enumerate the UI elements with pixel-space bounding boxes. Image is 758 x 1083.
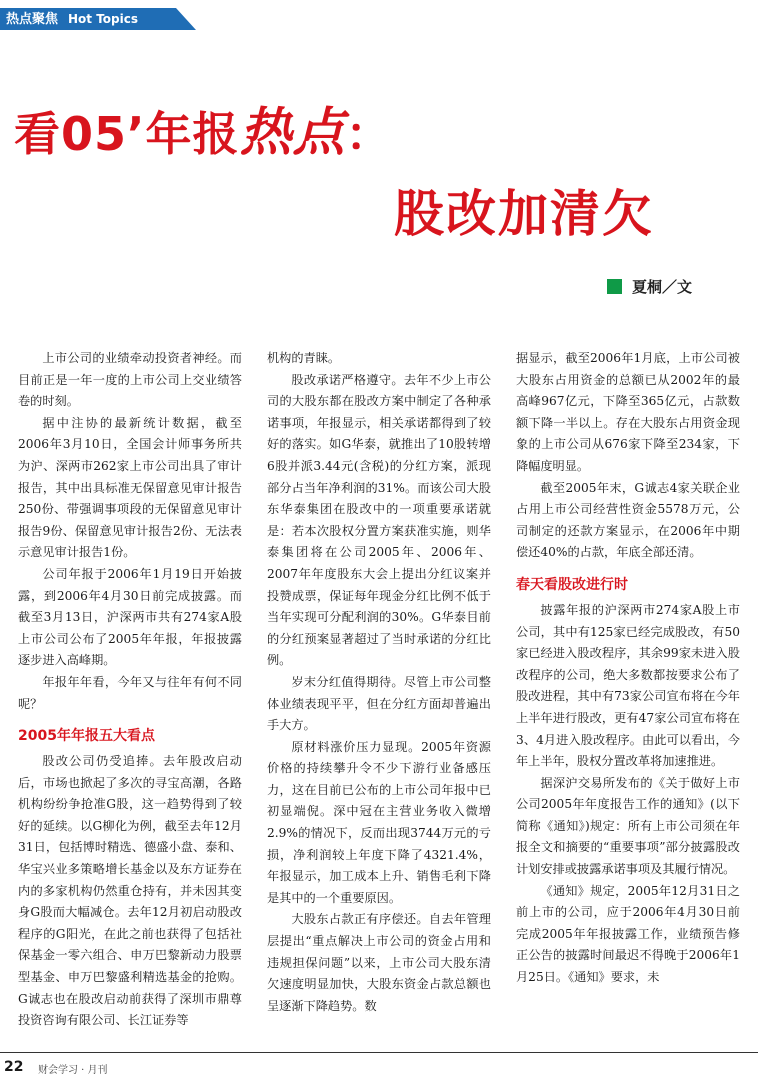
headline-colon: ： <box>345 107 393 161</box>
banner-en: Hot Topics <box>68 12 139 26</box>
paragraph: 原材料涨价压力显现。2005年资源价格的持续攀升令不少下游行业备感压力，这在目前已公布的上市公司年报中已初显端倪。深中冠在主营业务收入微增2.9%的情况下，反而出现3744万元的亏损，净利润较上年度下降了4321.4%，年报显示，加工成本上升、销售毛利下降是其中的一个重要原因。 <box>267 739 491 905</box>
paragraph: 年报年年看，今年又与往年有何不同呢？ <box>18 674 242 711</box>
section-heading: 春天看股改进行时 <box>516 576 628 593</box>
paragraph: 股改公司仍受追捧。去年股改启动后，市场也掀起了多次的寻宝高潮，各路机构纷纷争抢准G股，这一趋势得到了较好的延续。以G柳化为例，截至去年12月31日，包括博时精选、德盛小盘、泰和、华宝兴业多策略增长基金以及东方证券在内的多家机构仍然重仓持有，并未因其变身G股而大幅减仓。去年12月初启动股改程序的G阳光，在此之前也获得了包括社保基金一零六组合、申万巴黎新动力股票型基金、申万巴黎盛利精选基金的抢购。G诚志也在股改启动前获得了深圳市鼎尊投资咨询有限公司、长江证券等 <box>18 754 242 1028</box>
byline-author: 夏桐／文 <box>631 278 692 296</box>
page-number: 22 <box>4 1059 24 1075</box>
banner-label <box>6 10 138 28</box>
page-footer <box>0 1052 758 1083</box>
byline <box>607 277 692 297</box>
paragraph: 机构的青睐。 <box>267 351 341 365</box>
section-heading: 2005年年报五大看点 <box>18 728 155 745</box>
green-square-icon <box>607 279 622 294</box>
paragraph: 大股东占款正有序偿还。自去年管理层提出“重点解决上市公司的资金占用和违规担保问题”以来，上市公司大股东清欠速度明显加快，大股东资金占款总额也呈逐渐下降趋势。数 <box>267 912 491 1013</box>
paragraph: 披露年报的沪深两市274家A股上市公司，其中有125家已经完成股改，有50家已经进入股改程序，其余99家未进入股改程序的公司，绝大多数都按要求公布了股改进程，其中有73家公司宣布将在今年上半年进行股改，更有47家公司宣布将在3、4月进入股改程序。由此可以看出，今年上半年，股权分置改革将加速推进。 <box>516 602 740 769</box>
paragraph: 股改承诺严格遵守。去年不少上市公司的大股东都在股改方案中制定了各种承诺事项，年报显示，相关承诺都得到了较好的落实。如G华泰，就推出了10股转增6股并派3.44元(含税)的分红方案，派现部分占当年净利润的31%。而该公司大股东华泰集团在股改中的一项重要承诺就是：若本次股权分置方案获准实施，则华泰集团将在公司2005年、2006年、2007年年度股东大会上提出分红议案并投赞成票，保证每年现金分红比例不低于当年实现可分配利润的30%。G华泰目前的分红预案显著超过了当时承诺的分红比例。 <box>267 372 491 668</box>
headline-line-2: 股改加清欠 <box>394 185 654 243</box>
section-banner <box>0 8 196 30</box>
paragraph: 上市公司的业绩牵动投资者神经。而目前正是一年一度的上市公司上交业绩答卷的时刻。 <box>18 351 242 409</box>
headline-line-1 <box>14 100 393 166</box>
paragraph: 截至2005年末，G诚志4家关联企业占用上市公司经营性资金5578万元，公司制定的还款方案显示，在2006年中期偿还40%的占款，年底全部还清。 <box>516 480 740 560</box>
headline-hot: 热点 <box>239 102 346 163</box>
article-column-1 <box>18 348 242 1032</box>
paragraph: 公司年报于2006年1月19日开始披露，到2006年4月30日前完成披露。而截至3月13日，沪深两市共有274家A股上市公司公布了2005年年报，年报披露逐步进入高峰期。 <box>18 566 242 668</box>
journal-name: 财会学习 · 月刊 <box>38 1065 108 1076</box>
paragraph: 《通知》规定，2005年12月31日之前上市的公司，应于2006年4月30日前完成2005年年报披露工作，业绩预告修正公告的披露时间最迟不得晚于2006年1月25日。《通知》要求，未 <box>516 883 740 985</box>
paragraph: 据深沪交易所发布的《关于做好上市公司2005年年度报告工作的通知》(以下简称《通知》)规定：所有上市公司须在年报全文和摘要的“重要事项”部分披露股改计划安排或披露承诺事项及其履行情况。 <box>516 775 740 877</box>
paragraph: 岁末分红值得期待。尽管上市公司整体业绩表现平平，但在分红方面却普遍出手大方。 <box>267 674 491 733</box>
article-column-2 <box>267 348 491 1017</box>
article-column-3 <box>516 348 740 989</box>
paragraph: 据显示，截至2006年1月底，上市公司被大股东占用资金的总额已从2002年的最高峰967亿元，下降至365亿元，占款数额下降一半以上。存在大股东占用资金现象的上市公司从676家下降至234家，下降幅度明显。 <box>516 351 740 473</box>
banner-cn: 热点聚焦 <box>6 12 59 27</box>
footer-rule <box>0 1052 758 1053</box>
paragraph: 据中注协的最新统计数据，截至2006年3月10日，全国会计师事务所共为沪、深两市262家上市公司出具了审计报告，其中出具标准无保留意见审计报告250份、带强调事项段的无保留意见审计报告9份、保留意见审计报告2份、无法表示意见审计报告1份。 <box>18 415 242 560</box>
headline-part-1: 看05’年报 <box>14 107 240 161</box>
